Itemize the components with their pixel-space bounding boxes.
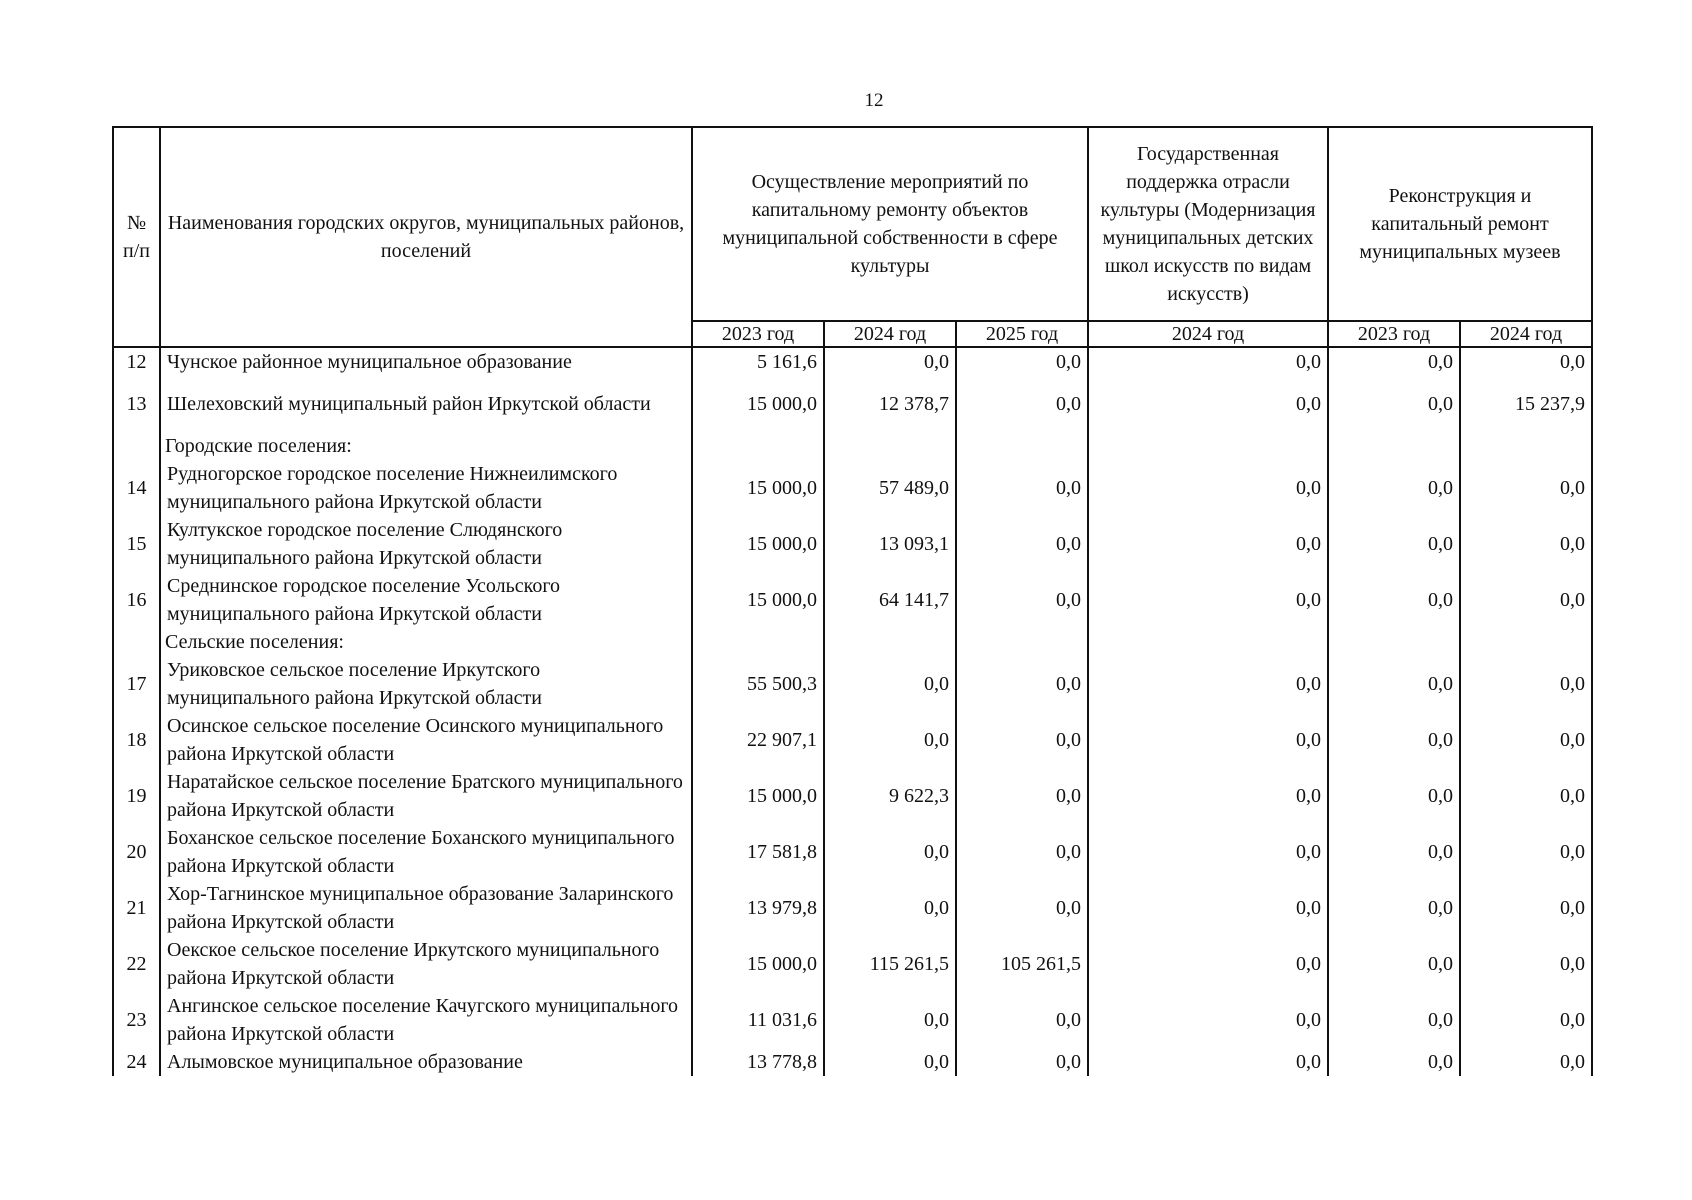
year-header: 2025 год xyxy=(956,321,1088,347)
year-header: 2023 год xyxy=(692,321,824,347)
header-capital-repair: Осуществление мероприятий по капитальному ремонту объектов муниципальной собственности в сфере культуры xyxy=(692,127,1088,321)
value-cell: 13 778,8 xyxy=(692,1048,824,1076)
value-cell: 0,0 xyxy=(956,516,1088,572)
value-cell: 0,0 xyxy=(956,880,1088,936)
value-cell: 15 000,0 xyxy=(692,572,824,628)
row-name: Оекское сельское поселение Иркутского муниципального района Иркутской области xyxy=(160,936,692,992)
value-cell xyxy=(692,628,824,656)
table-body xyxy=(113,347,1592,1076)
value-cell: 5 161,6 xyxy=(692,347,824,376)
value-cell xyxy=(692,432,824,460)
value-cell: 15 237,9 xyxy=(1460,376,1592,432)
table-row xyxy=(113,347,1592,376)
row-name: Алымовское муниципальное образование xyxy=(160,1048,692,1076)
value-cell: 115 261,5 xyxy=(824,936,956,992)
value-cell: 0,0 xyxy=(1460,572,1592,628)
value-cell: 0,0 xyxy=(1328,1048,1460,1076)
value-cell: 0,0 xyxy=(1460,712,1592,768)
value-cell: 0,0 xyxy=(1088,768,1328,824)
row-number: 15 xyxy=(113,516,160,572)
page-number: 12 xyxy=(864,90,884,111)
value-cell: 0,0 xyxy=(1460,824,1592,880)
value-cell: 0,0 xyxy=(956,1048,1088,1076)
row-name: Наратайское сельское поселение Братского муниципального района Иркутской области xyxy=(160,768,692,824)
year-header: 2024 год xyxy=(1088,321,1328,347)
value-cell: 105 261,5 xyxy=(956,936,1088,992)
row-name: Осинское сельское поселение Осинского муниципального района Иркутской области xyxy=(160,712,692,768)
value-cell: 17 581,8 xyxy=(692,824,824,880)
value-cell: 0,0 xyxy=(1460,656,1592,712)
value-cell xyxy=(1088,432,1328,460)
value-cell: 0,0 xyxy=(1088,992,1328,1048)
row-number: 19 xyxy=(113,768,160,824)
value-cell xyxy=(956,628,1088,656)
value-cell: 0,0 xyxy=(1328,992,1460,1048)
section-title: Городские поселения: xyxy=(160,432,692,460)
value-cell: 0,0 xyxy=(824,1048,956,1076)
table-row xyxy=(113,824,1592,880)
value-cell: 0,0 xyxy=(1328,460,1460,516)
row-number: 23 xyxy=(113,992,160,1048)
value-cell: 0,0 xyxy=(1460,992,1592,1048)
value-cell: 55 500,3 xyxy=(692,656,824,712)
header-state-support: Государственная поддержка отрасли культуры (Модернизация муниципальных детских школ искусств по видам искусств) xyxy=(1088,127,1328,321)
value-cell: 0,0 xyxy=(1088,460,1328,516)
row-name: Ангинское сельское поселение Качугского муниципального района Иркутской области xyxy=(160,992,692,1048)
value-cell: 0,0 xyxy=(824,712,956,768)
row-name: Шелеховский муниципальный район Иркутской области xyxy=(160,376,692,432)
row-number: 21 xyxy=(113,880,160,936)
row-number: 14 xyxy=(113,460,160,516)
value-cell: 0,0 xyxy=(824,824,956,880)
value-cell: 0,0 xyxy=(824,347,956,376)
value-cell: 0,0 xyxy=(1088,347,1328,376)
table-row xyxy=(113,516,1592,572)
row-number xyxy=(113,628,160,656)
row-name: Рудногорское городское поселение Нижнеилимского муниципального района Иркутской области xyxy=(160,460,692,516)
value-cell xyxy=(1328,628,1460,656)
value-cell: 15 000,0 xyxy=(692,460,824,516)
section-title: Сельские поселения: xyxy=(160,628,692,656)
table-row xyxy=(113,572,1592,628)
value-cell: 57 489,0 xyxy=(824,460,956,516)
value-cell: 0,0 xyxy=(1088,712,1328,768)
row-number: 24 xyxy=(113,1048,160,1076)
row-name: Култукское городское поселение Слюдянского муниципального района Иркутской области xyxy=(160,516,692,572)
value-cell: 0,0 xyxy=(1460,460,1592,516)
value-cell xyxy=(824,432,956,460)
value-cell: 0,0 xyxy=(956,768,1088,824)
row-number: 12 xyxy=(113,347,160,376)
year-header: 2024 год xyxy=(824,321,956,347)
value-cell: 0,0 xyxy=(1460,936,1592,992)
value-cell: 0,0 xyxy=(824,992,956,1048)
row-number: 22 xyxy=(113,936,160,992)
value-cell: 0,0 xyxy=(956,992,1088,1048)
value-cell xyxy=(1460,432,1592,460)
value-cell: 22 907,1 xyxy=(692,712,824,768)
header-museums: Реконструкция и капитальный ремонт муниципальных музеев xyxy=(1328,127,1592,321)
row-name: Уриковское сельское поселение Иркутского муниципального района Иркутской области xyxy=(160,656,692,712)
value-cell xyxy=(824,628,956,656)
table-row xyxy=(113,712,1592,768)
value-cell: 0,0 xyxy=(1328,376,1460,432)
row-number xyxy=(113,432,160,460)
value-cell: 0,0 xyxy=(1460,880,1592,936)
value-cell: 0,0 xyxy=(1328,572,1460,628)
value-cell: 0,0 xyxy=(1088,376,1328,432)
value-cell: 0,0 xyxy=(956,656,1088,712)
header-num: № п/п xyxy=(113,127,160,347)
year-header: 2023 год xyxy=(1328,321,1460,347)
table-row xyxy=(113,880,1592,936)
row-name: Хор-Тагнинское муниципальное образование Заларинского района Иркутской области xyxy=(160,880,692,936)
header-name: Наименования городских округов, муниципальных районов, поселений xyxy=(160,127,692,347)
value-cell: 13 093,1 xyxy=(824,516,956,572)
value-cell: 0,0 xyxy=(1088,880,1328,936)
value-cell: 0,0 xyxy=(1328,824,1460,880)
row-name: Чунское районное муниципальное образование xyxy=(160,347,692,376)
row-name: Боханское сельское поселение Боханского муниципального района Иркутской области xyxy=(160,824,692,880)
value-cell: 0,0 xyxy=(1328,516,1460,572)
table-row xyxy=(113,768,1592,824)
value-cell: 15 000,0 xyxy=(692,516,824,572)
value-cell: 0,0 xyxy=(1460,516,1592,572)
value-cell: 64 141,7 xyxy=(824,572,956,628)
table-row xyxy=(113,656,1592,712)
value-cell: 0,0 xyxy=(1088,1048,1328,1076)
value-cell: 13 979,8 xyxy=(692,880,824,936)
value-cell xyxy=(1460,628,1592,656)
value-cell xyxy=(1088,628,1328,656)
value-cell: 0,0 xyxy=(956,572,1088,628)
row-name: Среднинское городское поселение Усольского муниципального района Иркутской области xyxy=(160,572,692,628)
row-number: 18 xyxy=(113,712,160,768)
table-row xyxy=(113,1048,1592,1076)
value-cell: 0,0 xyxy=(1088,656,1328,712)
value-cell: 11 031,6 xyxy=(692,992,824,1048)
year-header: 2024 год xyxy=(1460,321,1592,347)
section-row xyxy=(113,628,1592,656)
row-number: 13 xyxy=(113,376,160,432)
value-cell: 0,0 xyxy=(1460,1048,1592,1076)
value-cell: 0,0 xyxy=(1328,347,1460,376)
value-cell: 0,0 xyxy=(824,880,956,936)
row-number: 17 xyxy=(113,656,160,712)
value-cell: 0,0 xyxy=(1328,768,1460,824)
value-cell: 15 000,0 xyxy=(692,768,824,824)
value-cell: 0,0 xyxy=(956,712,1088,768)
value-cell: 0,0 xyxy=(1460,768,1592,824)
value-cell: 0,0 xyxy=(956,460,1088,516)
table-row xyxy=(113,936,1592,992)
value-cell: 0,0 xyxy=(1088,572,1328,628)
table-row xyxy=(113,992,1592,1048)
table-row xyxy=(113,460,1592,516)
value-cell: 9 622,3 xyxy=(824,768,956,824)
row-number: 16 xyxy=(113,572,160,628)
value-cell: 0,0 xyxy=(1088,824,1328,880)
value-cell xyxy=(956,432,1088,460)
value-cell xyxy=(1328,432,1460,460)
section-row xyxy=(113,432,1592,460)
value-cell: 0,0 xyxy=(956,376,1088,432)
value-cell: 0,0 xyxy=(1460,347,1592,376)
value-cell: 0,0 xyxy=(956,347,1088,376)
value-cell: 0,0 xyxy=(824,656,956,712)
value-cell: 15 000,0 xyxy=(692,376,824,432)
value-cell: 0,0 xyxy=(1328,712,1460,768)
value-cell: 0,0 xyxy=(956,824,1088,880)
value-cell: 0,0 xyxy=(1088,516,1328,572)
value-cell: 15 000,0 xyxy=(692,936,824,992)
value-cell: 12 378,7 xyxy=(824,376,956,432)
row-number: 20 xyxy=(113,824,160,880)
table-row xyxy=(113,376,1592,432)
value-cell: 0,0 xyxy=(1088,936,1328,992)
value-cell: 0,0 xyxy=(1328,936,1460,992)
value-cell: 0,0 xyxy=(1328,656,1460,712)
budget-table xyxy=(112,126,1593,1076)
value-cell: 0,0 xyxy=(1328,880,1460,936)
